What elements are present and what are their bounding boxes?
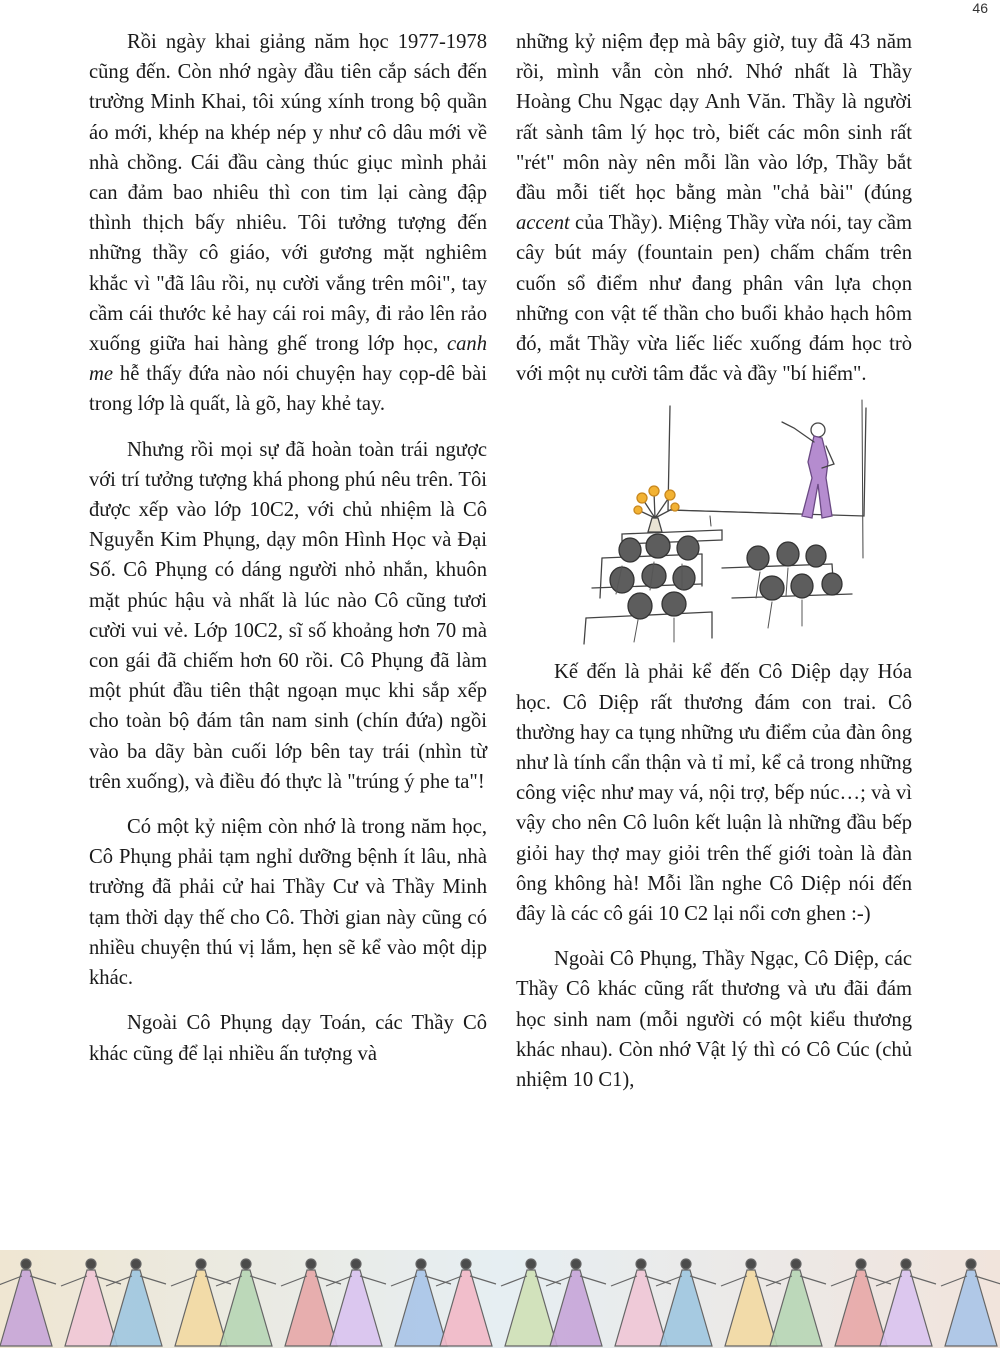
paragraph: Có một kỷ niệm còn nhớ là trong năm học, Cô Phụng phải tạm nghỉ dưỡng bệnh ít lâu, nhà trường đã phải cử hai Thầy Cư và Thầy Minh tạm thời dạy thế cho Cô. Thời gian này cũng có nhiều chuyện thú vị lắm, hẹn sẽ kể vào một dịp khác. [89,816,487,990]
paragraph: Ngoài Cô Phụng, Thầy Ngạc, Cô Diệp, các Thầy Cô khác cũng rất thương và ưu đãi đám học sinh nam (mỗi người có một kiểu thương khác nhau). Còn nhớ Vật lý thì có Cô Cúc (chủ nhiệm 10 C1), [516,948,912,1092]
classroom-sketch [582,398,882,648]
paragraph: Ngoài Cô Phụng dạy Toán, các Thầy Cô khác cũng để lại nhiều ấn tượng và [89,1012,487,1065]
ao-dai-dancers-banner [0,1250,1000,1348]
flower-vase [634,486,679,532]
paragraph-continued: những kỷ niệm đẹp mà bây giờ, tuy đã 43 năm rồi, mình vẫn còn nhớ. Nhớ nhất là Thầy Hoàng Chu Ngạc dạy Anh Văn. Thầy là người rất sành tâm lý học trò, biết các môn sinh rất "rét" môn này nên mỗi lần vào lớp, Thầy bắt đầu mỗi tiết học bằng màn "chả bài" (đúng accent của Thầy). Miệng Thầy vừa nói, tay cầm cây bút máy (fountain pen) chấm chấm trên cuốn sổ điểm như đang phân vân lựa chọn những con vật tế thần cho buổi khảo hạch hôm đó, mắt Thầy vừa liếc liếc xuống đám học trò với một nụ cười tâm đắc và đầy "bí hiểm". [516,31,912,386]
teacher-figure [782,422,834,518]
page-number: 46 [972,0,988,16]
blackboard [668,406,866,516]
students [610,534,842,619]
left-column [89,27,487,1069]
paragraph: Rồi ngày khai giảng năm học 1977-1978 cũng đến. Còn nhớ ngày đầu tiên cắp sách đến trường Minh Khai, tôi xúng xính trong bộ quần áo mới, khép na khép nép y như cô dâu mới về nhà chồng. Cái đầu càng thúc giục mình phải can đảm bao nhiêu thì con tim lại càng đập thình thịch bấy nhiêu. Tôi tưởng tượng đến những thầy cô giáo, với gương mặt nghiêm khắc vì "đã lâu rồi, nụ cười vắng trên môi", tay cầm cái thước kẻ hay cái roi mây, đi rảo lên rảo xuống giữa hai hàng ghế trong lớp học, canh me hễ thấy đứa nào nói chuyện hay cọp-dê bài trong lớp là quất, là gõ, hay khẻ tay. [89,31,487,416]
paragraph: Kế đến là phải kể đến Cô Diệp dạy Hóa học. Cô Diệp rất thương đám con trai. Cô thường hay ca tụng những ưu điểm của đàn ông như là tính cẩn thận và tỉ mỉ, kể cả trong những công việc như may vá, nội trợ, bếp núc…; và vì vậy cho nên Cô luôn kết luận là những đầu bếp giỏi hay thợ may giỏi trên thế giới toàn là đàn ông không hà! Mỗi lần nghe Cô Diệp nói đến đây là các cô gái 10 C2 lại nổi cơn ghen :-) [516,661,912,926]
right-column [516,27,912,1095]
paragraph: Nhưng rồi mọi sự đã hoàn toàn trái ngược với trí tưởng tượng khá phong phú nêu trên. Tôi được xếp vào lớp 10C2, với chủ nhiệm là Cô Nguyễn Kim Phụng, dạy môn Hình Học và Đại Số. Cô Phụng có dáng người nhỏ nhắn, khuôn mặt phúc hậu và nhất là lúc nào Cô cũng tươi cười vui vẻ. Lớp 10C2, sĩ số khoảng hơn 70 mà con gái đã chiếm hơn 60 rồi. Cô Phụng đã làm một phút đầu tiên thật ngoạn mục khi sắp xếp cho toàn bộ đám tân nam sinh (chín đứa) ngồi vào ba dãy bàn cuối lớp bên tay trái (nhìn từ trên xuống), và điều đó thực là "trúng ý phe ta"! [89,438,487,793]
